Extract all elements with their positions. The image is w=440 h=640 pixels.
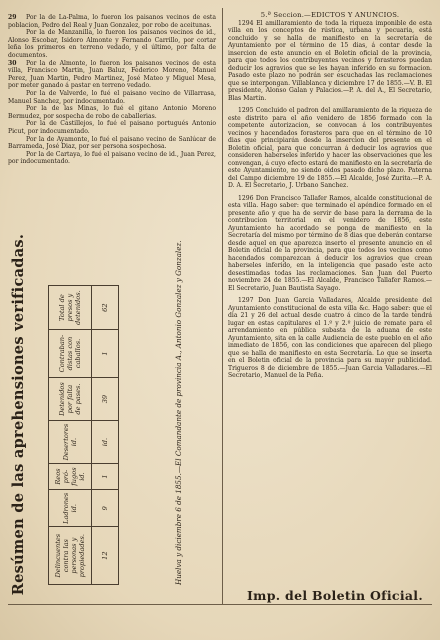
table-header: Detenidos por falta de pases. xyxy=(49,377,92,421)
entry-6: Por la de Castillejos, lo fué el paisano portugués Antonio Picut, por indocumentado. xyxy=(8,120,216,135)
table-cell: 1 xyxy=(92,330,119,378)
summary-title: Resúmen de las aprehensiones verificadas. xyxy=(10,233,27,596)
summary-block xyxy=(8,232,216,597)
table-header: Total de presos y detenidos. xyxy=(49,286,92,330)
entry-1: 29 Por la de La-Palma, lo fueron los paisanos vecinos de esta poblacion, Pedro del Real y Juan Gonzalez, por robo de aceitunas. xyxy=(8,14,216,29)
table-cell: 62 xyxy=(92,286,119,330)
column-divider xyxy=(222,8,223,604)
entry-8: Por la de Cartaya, lo fué el paisano vecino de id., Juan Perez, por indocumentado. xyxy=(8,150,216,166)
table-cell: 1 xyxy=(92,463,119,489)
table-cell: 9 xyxy=(92,490,119,527)
table-cell: 12 xyxy=(92,527,119,585)
rotated-summary xyxy=(8,232,216,597)
entry-7: Por la de Ayamonte, lo fué el paisano vecino de Sanlúcar de Barrameda, José Diaz, por ser persona sospechosa. xyxy=(8,135,216,151)
entry-4: Por la de Valverde, lo fué el paisano vecino de Villarrasa, Manuel Sanchez, por indocumentado. xyxy=(8,89,216,105)
table-cell: id. xyxy=(92,421,119,463)
right-column xyxy=(228,12,432,380)
table-header: Delincuentes contra las personas y propiedades. xyxy=(49,527,92,585)
table-cell: 39 xyxy=(92,377,119,421)
summary-signature: Huelva y diciembre 6 de 1855.—El Comandante de provincia A., Antonio Gonzalez y Gonzalez. xyxy=(174,240,183,585)
notice-1297: 1297 Don Juan Garcia Valladares, Alcalde presidente del Ayuntamiento constitucional de esta villa &c. Hago saber: que el dia 21 y 26 del actual desde cuatro á cinco de la tarde tendrá lugar en estas capitulares el 1.º y 2.º juicio de remate para el arrendamiento en pública subasta de la aduana de este Ayuntamiento, sita en la calle Audiencia de este pueblo en el año inmediato de 1856, con las condiciones que aparecen del pliego que se halla de manifiesto en esta Secretaría. Lo que se inserta en el Boletin oficial de la provincia para su mayor publicidad. Trigueros 8 de diciembre de 1855.—Juan Garcia Valladares.—El Secretario, Manuel de la Peña. xyxy=(228,297,432,379)
entry-2: Por la de Manzanilla, lo fueron los paisanos vecinos de id., Alonso Escobar, Isidoro Almonte y Fernando Carrillo, por cortar leña los primeros en terreno vedado, y el último, por falta de documentos. xyxy=(8,29,216,59)
table-header: Reos pró-fugos id. xyxy=(49,463,92,489)
bottom-rule xyxy=(8,604,432,605)
notice-1296: 1296 Don Francisco Tallafer Ramos, alcalde constitucional de esta villa. Hago saber: que terminado el apéndice formado en el presente año y que ha de servir de base para la derrama de la contribucion territorial en el venidero de 1856, este Ayuntamiento ha acordado se ponga de manifiesto en la Secretaría del mismo por término de 8 dias que deberán contarse desde aquel en que aparezca inserto el presente anuncio en el Boletin oficial de la provincia, para que todos los vecinos como hacendados comparezcan á deducir los agravios que crean haberseles inferido, en la inteligencia que pasado este acto desestimadas todas las reclamaciones. San Juan del Puerto noviembre 24 de 1855.—El Alcalde, Francisco Tallafer Ramos.—El Secretario, Juan Bautista Sayago. xyxy=(228,194,432,292)
notice-1294: 1294 El amillaramiento de toda la riqueza imponible de esta villa en los conceptos de rústica, urbana y pecuaria, está concluido y se halla de manifiesto en la secretaría de Ayuntamiento por el término de 15 dias, á contar desde la insercion de este anuncio en el Boletin oficial de la provincia, para que todos los contribuyentes vecinos y forasteros puedan deducir los agravios que se les hayan inferido en su formacion. Pasado este plazo no podrán ser escuchadas las reclamaciones que se interpongan. Villablanca y diciembre 17 de 1855.—V. B. El presidente, Alonso Galan y Palacios.—P. A. del A., El Secretario, Blas Martin. xyxy=(228,19,432,102)
entry-5: Por la de las Minas, lo fué el gitano Antonio Moreno Bermudez, por sospecha de robo de caballerias. xyxy=(8,105,216,120)
summary-table xyxy=(48,285,119,585)
table-row xyxy=(92,286,119,585)
left-column xyxy=(8,14,216,166)
table-header: Desertores id. xyxy=(49,421,92,463)
entry-3: 30 Por la de Almonte, lo fueron los paisanos vecinos de esta villa, Francisco Martin, Juan Baluz, Federico Moreno, Manuel Perez, Juan Martin, Pedro Martinez, José Mateo y Miguel Mesa, por meter ganado á pastar en terreno vedado. xyxy=(8,59,216,90)
table-header-row xyxy=(49,286,92,585)
imprint: Imp. del Boletin Oficial. xyxy=(247,588,423,603)
table-header: Ladrones id. xyxy=(49,490,92,527)
section-header: 5.ª Seccion.—EDICTOS Y ANUNCIOS. xyxy=(260,11,400,19)
table-header: Contraban-distas con caballos. xyxy=(49,330,92,378)
notice-1295: 1295 Concluido el padron del amillaramiento de la riqueza de este distrito para el año venidero de 1856 formado con la competente autorizacion, se convocan á los contribuyentes vecinos y hacendados forasteros para que en el término de 10 dias que principiarán desde la insercion del presente en el Boletin oficial, para que concurran á deducir los agravios que consideren haberseles inferido y hacer las observaciones que les convengan, á cuyo efecto estará de manifiesto en la secretaría de este Ayuntamiento, no siendo oidos pasado dicho plazo. Paterna del Campo diciembre 19 de 1855.—El Alcalde, José Zurita.—P. A. D. A. El Secretario, J. Urbano Sanchez. xyxy=(228,107,432,189)
